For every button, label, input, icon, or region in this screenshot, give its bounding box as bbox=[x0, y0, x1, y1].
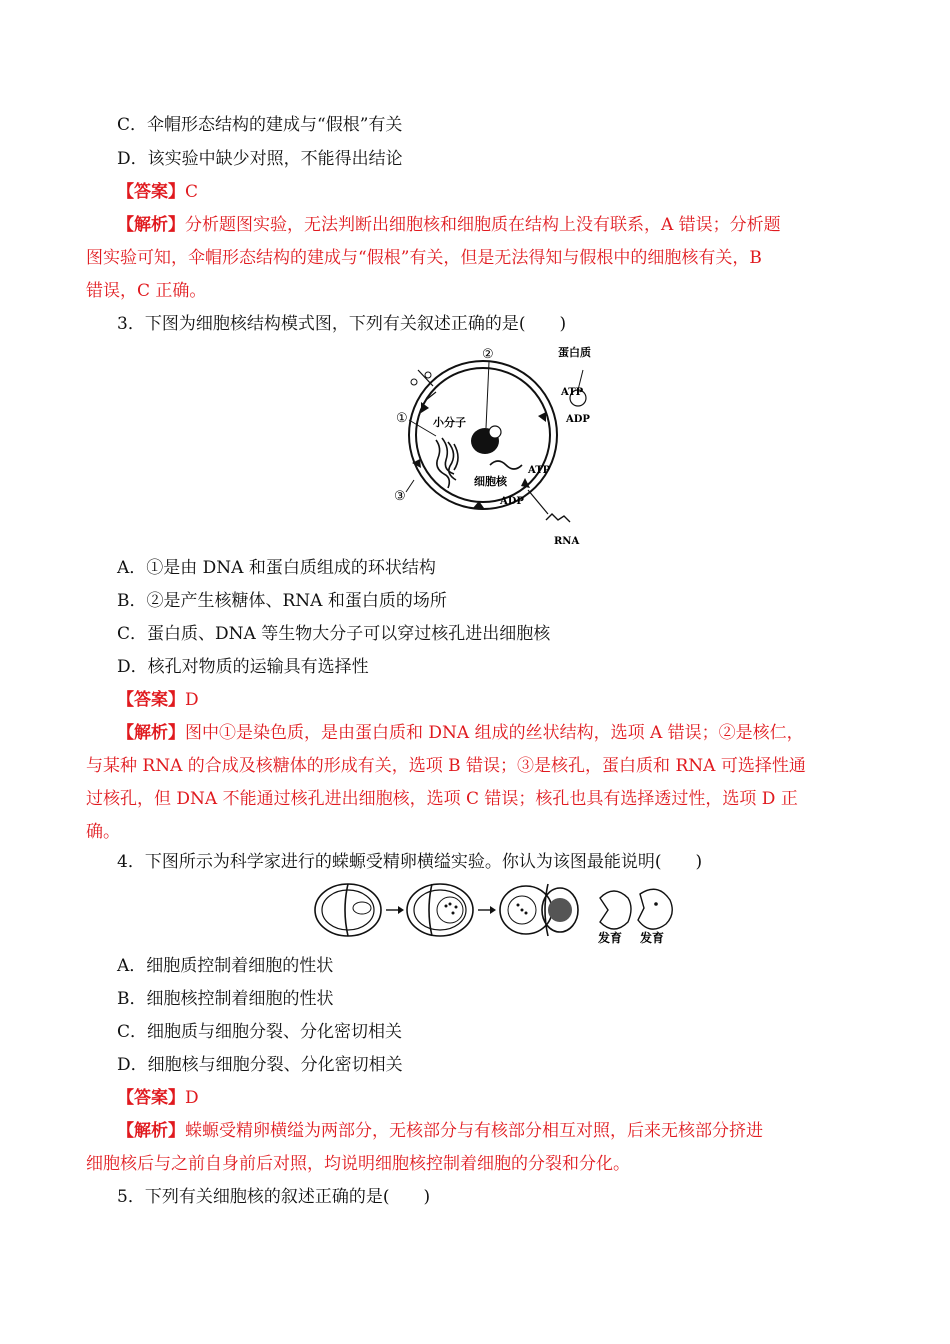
q3-analysis-line-4: 确。 bbox=[86, 822, 120, 842]
answer-label: 【答案】 bbox=[117, 182, 185, 202]
label-2: ② bbox=[482, 347, 494, 362]
label-1: ① bbox=[396, 411, 408, 426]
q2-analysis-line-3: 错误，C 正确。 bbox=[86, 281, 207, 301]
analysis-label: 【解析】 bbox=[117, 723, 185, 743]
protein-inside bbox=[489, 426, 501, 438]
rna-out bbox=[546, 514, 570, 522]
rna-strand bbox=[490, 461, 522, 469]
stage-arrowhead bbox=[398, 906, 404, 914]
q2-option-c: C．伞帽形态结构的建成与“假根”有关 bbox=[117, 115, 403, 135]
answer-value: D bbox=[185, 690, 199, 710]
analysis-label: 【解析】 bbox=[117, 1121, 185, 1141]
q3-option-a: A．①是由 DNA 和蛋白质组成的环状结构 bbox=[117, 558, 436, 578]
small-molecule-dot bbox=[425, 372, 431, 378]
q4-answer bbox=[117, 1087, 199, 1109]
label-adp-top: ADP bbox=[566, 414, 590, 425]
egg-stage-1 bbox=[315, 884, 381, 936]
q2-analysis-line-2: 图实验可知，伞帽形态结构的建成与“假根”有关，但是无法得知与假根中的细胞核有关，B bbox=[86, 248, 762, 268]
answer-label: 【答案】 bbox=[117, 690, 185, 710]
label-nucleus: 细胞核 bbox=[474, 475, 507, 488]
q3-stem: 3．下图为细胞核结构模式图，下列有关叙述正确的是( ) bbox=[117, 314, 567, 334]
developed-half-1 bbox=[600, 891, 631, 929]
q3-option-c: C．蛋白质、DNA 等生物大分子可以穿过核孔进出细胞核 bbox=[117, 624, 551, 644]
q2-answer bbox=[117, 181, 198, 203]
chromatin bbox=[436, 438, 458, 488]
egg-stage-2 bbox=[407, 884, 473, 936]
small-molecule-dot bbox=[411, 379, 417, 385]
label-adp-bottom: ADP bbox=[500, 496, 524, 507]
nuclear-pore bbox=[421, 402, 429, 413]
q2-option-d: D．该实验中缺少对照，不能得出结论 bbox=[117, 149, 403, 169]
nucleus-structure-figure bbox=[378, 340, 618, 550]
q3-analysis-line-1 bbox=[117, 722, 804, 744]
q3-option-d: D．核孔对物质的运输具有选择性 bbox=[117, 657, 369, 677]
developed-half-2 bbox=[638, 889, 672, 929]
q4-option-d: D．细胞核与细胞分裂、分化密切相关 bbox=[117, 1055, 403, 1075]
q4-stem: 4．下图所示为科学家进行的蝾螈受精卵横缢实验。你认为该图最能说明( ) bbox=[117, 852, 703, 872]
leader-3 bbox=[406, 480, 414, 492]
analysis-text: 分析题图实验，无法判断出细胞核和细胞质在结构上没有联系，A 错误；分析题 bbox=[185, 215, 781, 235]
label-protein: 蛋白质 bbox=[558, 346, 591, 359]
q4-option-c: C．细胞质与细胞分裂、分化密切相关 bbox=[117, 1022, 403, 1042]
label-atp-top: ATP bbox=[561, 387, 584, 398]
q3-answer bbox=[117, 689, 199, 711]
answer-label: 【答案】 bbox=[117, 1088, 185, 1108]
q4-analysis-line-2: 细胞核后与之前自身前后对照，均说明细胞核控制着细胞的分裂和分化。 bbox=[86, 1154, 630, 1174]
label-develop-2: 发育 bbox=[640, 931, 665, 945]
q3-analysis-line-3: 过核孔，但 DNA 不能通过核孔进出细胞核，选项 C 错误；核孔也具有选择透过性，选项 D 正 bbox=[86, 789, 798, 809]
rna-arrow bbox=[528, 490, 548, 514]
q4-analysis-line-1 bbox=[117, 1120, 763, 1142]
q2-analysis-line-1 bbox=[117, 214, 781, 236]
analysis-text: 蝾螈受精卵横缢为两部分，无核部分与有核部分相互对照，后来无核部分挤进 bbox=[185, 1121, 763, 1141]
q4-option-b: B．细胞核控制着细胞的性状 bbox=[117, 989, 334, 1009]
label-rna: RNA bbox=[554, 536, 580, 547]
leader-2 bbox=[486, 362, 489, 428]
q4-option-a: A．细胞质控制着细胞的性状 bbox=[117, 956, 334, 976]
q5-stem: 5．下列有关细胞核的叙述正确的是( ) bbox=[117, 1187, 431, 1207]
q3-option-b: B．②是产生核糖体、RNA 和蛋白质的场所 bbox=[117, 591, 447, 611]
nuclear-pore bbox=[538, 412, 546, 422]
embryo-eye bbox=[654, 902, 658, 906]
q3-analysis-line-2: 与某种 RNA 的合成及核糖体的形成有关，选项 B 错误；③是核孔，蛋白质和 RNA 可选择性通 bbox=[86, 756, 806, 776]
analysis-label: 【解析】 bbox=[117, 215, 185, 235]
analysis-text: 图中①是染色质，是由蛋白质和 DNA 组成的丝状结构，选项 A 错误；②是核仁， bbox=[185, 723, 804, 743]
answer-value: C bbox=[185, 182, 199, 202]
label-develop-1: 发育 bbox=[598, 931, 623, 945]
label-3: ③ bbox=[394, 489, 406, 504]
label-small-molecule: 小分子 bbox=[433, 416, 466, 429]
answer-value: D bbox=[185, 1088, 199, 1108]
newt-egg-ligation-figure bbox=[310, 880, 680, 948]
egg-stage-3 bbox=[500, 884, 578, 936]
label-atp-bottom: ATP bbox=[528, 465, 551, 476]
leader-1 bbox=[409, 420, 436, 436]
stage-arrowhead bbox=[490, 906, 496, 914]
